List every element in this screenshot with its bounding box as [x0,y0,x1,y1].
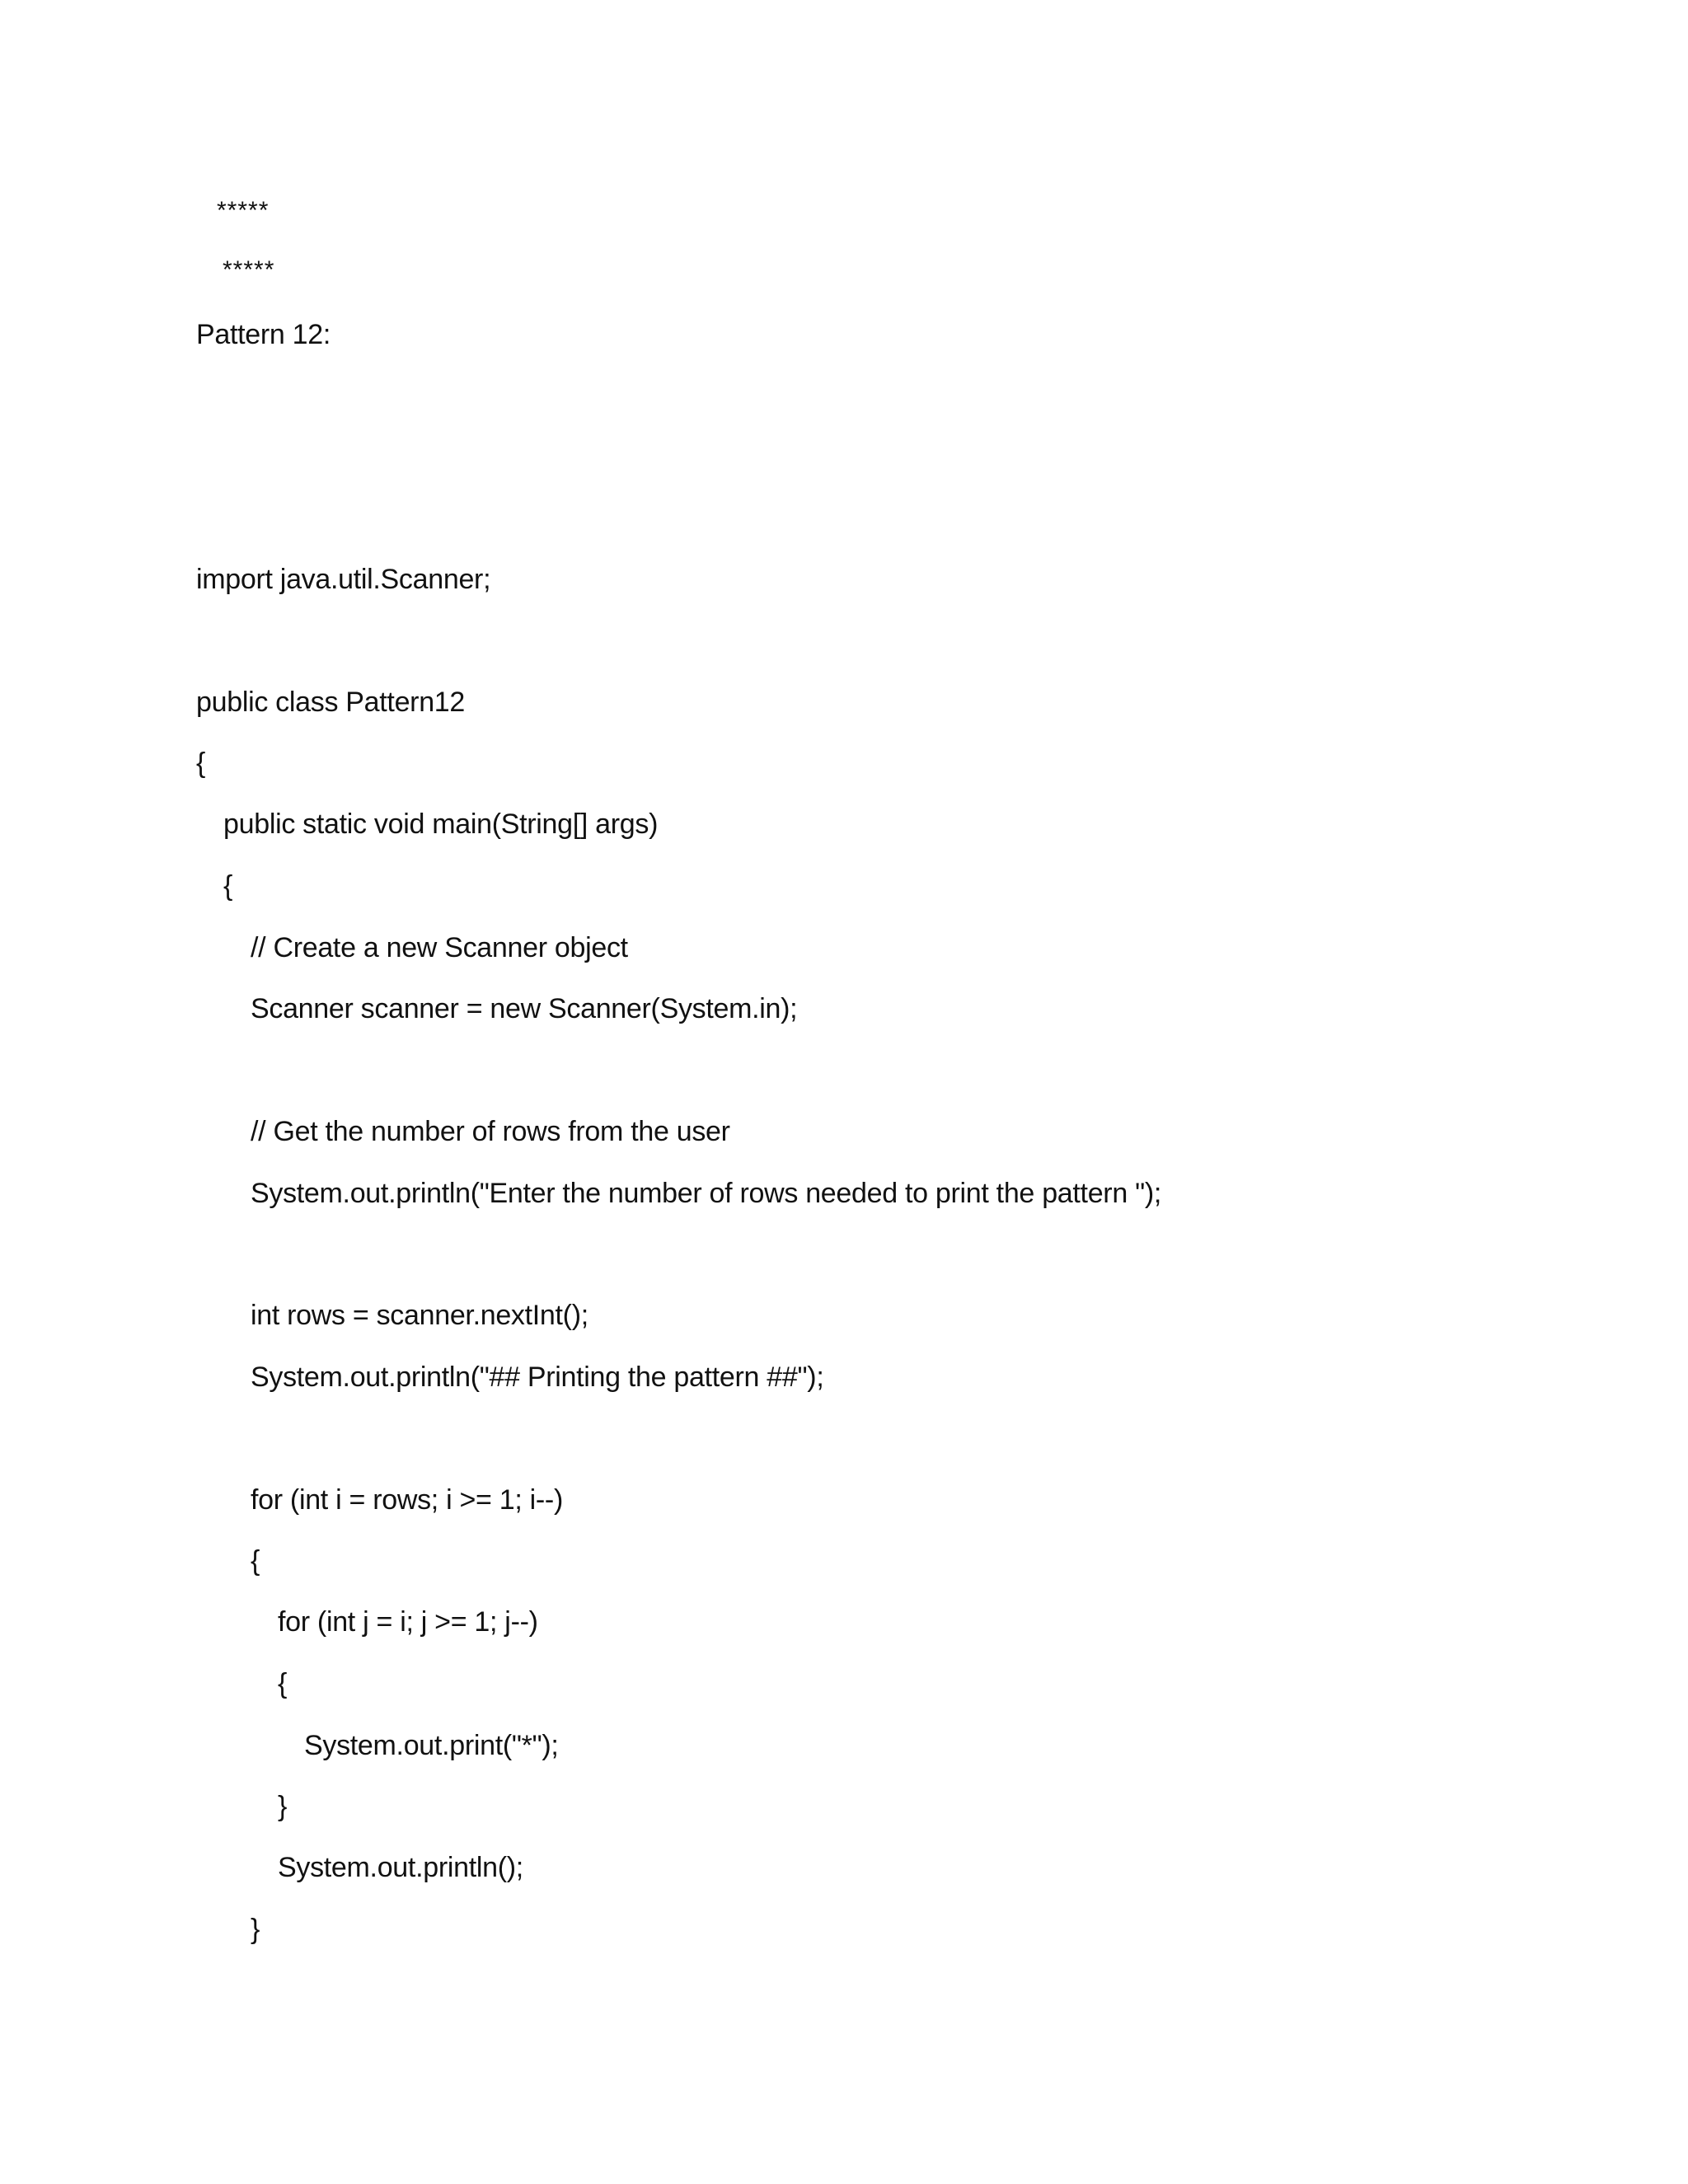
pattern-output-line-2: ***** [223,256,275,284]
section-heading: Pattern 12: [196,319,331,350]
code-line: } [251,1914,260,1945]
code-line: { [278,1668,288,1699]
code-line: System.out.println("## Printing the pattern ##"); [251,1361,824,1393]
code-comment: // Create a new Scanner object [251,932,628,963]
code-line: Scanner scanner = new Scanner(System.in); [251,993,798,1024]
code-line: public static void main(String[] args) [223,808,659,840]
code-line: for (int j = i; j >= 1; j--) [278,1606,538,1638]
pattern-output-line-1: ***** [217,197,270,224]
code-line: public class Pattern12 [196,687,466,718]
code-line: System.out.println(); [278,1852,523,1883]
code-line: System.out.println("Enter the number of rows needed to print the pattern "); [251,1178,1162,1209]
code-line: int rows = scanner.nextInt(); [251,1300,588,1331]
code-line: { [251,1545,260,1577]
code-line: { [223,870,233,902]
code-line: import java.util.Scanner; [196,564,491,595]
code-line: for (int i = rows; i >= 1; i--) [251,1484,563,1516]
code-line: } [278,1791,288,1822]
code-line: System.out.print("*"); [304,1730,559,1761]
code-comment: // Get the number of rows from the user [251,1116,730,1147]
code-line: { [196,748,206,779]
